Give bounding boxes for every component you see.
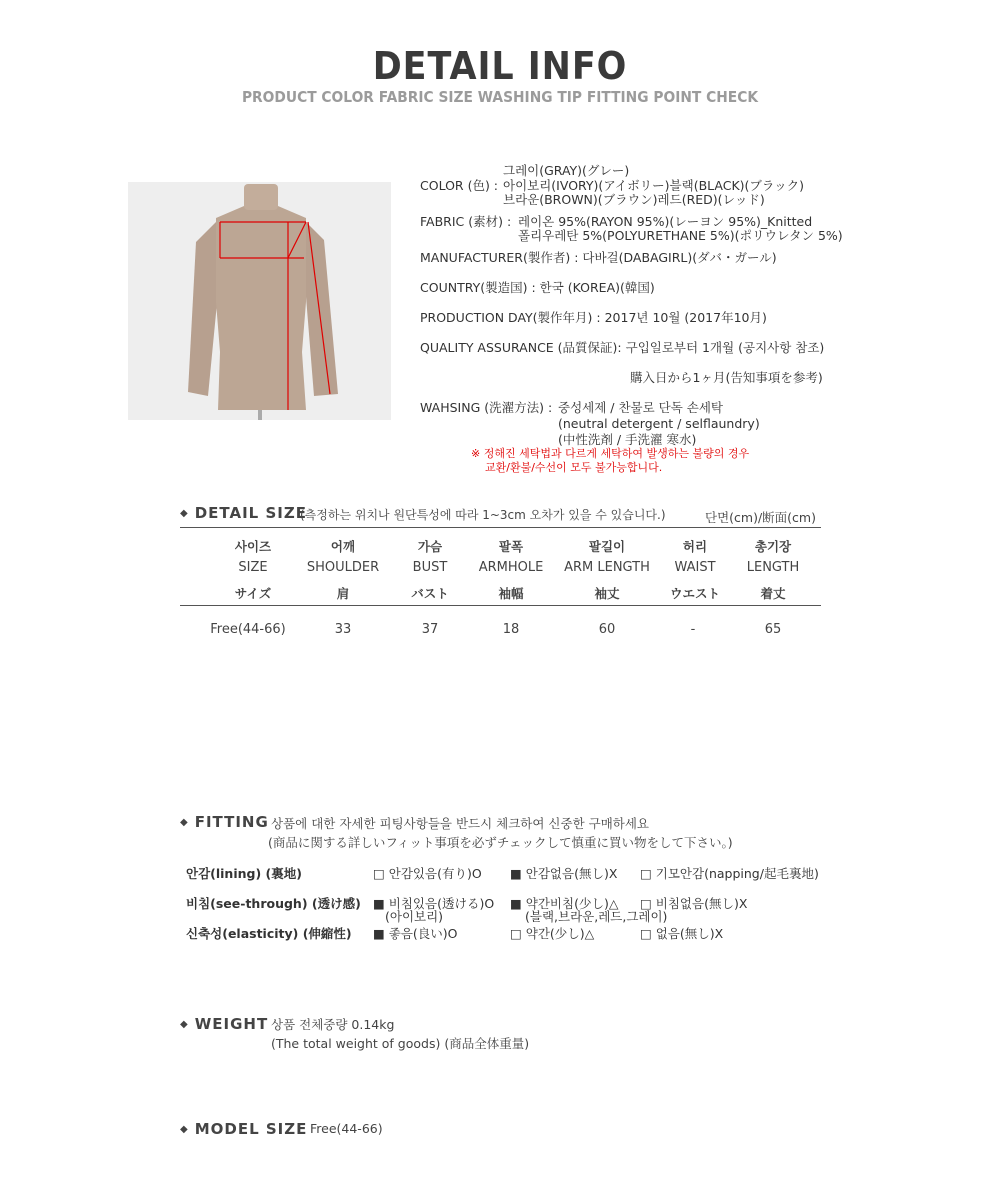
fitting-elasticity-opt2: □ 약간(少し)△ <box>510 926 595 941</box>
product-image <box>128 182 391 420</box>
weight-heading-text: WEIGHT <box>194 1015 269 1033</box>
table-mid-rule <box>180 605 821 606</box>
right-sleeve <box>304 222 338 396</box>
header-kr-length: 총기장 <box>754 539 792 554</box>
washing-line-2: (neutral detergent / selflaundry) <box>558 416 760 431</box>
fitting-elasticity-opt1: ■ 좋음(良い)O <box>373 926 458 941</box>
quality-assurance-jp: 購入日から1ヶ月(告知事項を参考) <box>630 370 823 385</box>
row-arm-length: 60 <box>598 622 616 637</box>
garment-illustration <box>128 182 391 420</box>
production-day: PRODUCTION DAY(製作年月) : 2017년 10월 (2017年10月) <box>420 310 767 325</box>
table-top-rule <box>180 527 821 528</box>
header-kr-armhole: 팔폭 <box>498 539 524 554</box>
color-line-3: 브라운(BROWN)(ブラウン)레드(RED)(レッド) <box>503 192 765 207</box>
color-line-1: 그레이(GRAY)(グレー) <box>503 163 630 178</box>
header-en-bust: BUST <box>412 560 448 575</box>
header-jp-bust: バスト <box>411 586 449 601</box>
fitting-label-lining: 안감(lining) (裏地) <box>186 866 302 881</box>
detail-size-heading <box>180 504 307 522</box>
model-size-heading <box>180 1120 307 1138</box>
page-subtitle: PRODUCT COLOR FABRIC SIZE WASHING TIP FITTING POINT CHECK <box>241 88 759 106</box>
header-en-shoulder: SHOULDER <box>306 560 380 575</box>
quality-assurance: QUALITY ASSURANCE (品質保証): 구입일로부터 1개월 (공지사항 참조) <box>420 340 825 355</box>
fabric-line-1: 레이온 95%(RAYON 95%)(レーヨン 95%)_Knitted <box>518 214 813 229</box>
diamond-icon: ◆ <box>180 1019 189 1030</box>
turtleneck <box>244 184 278 210</box>
model-size-value: Free(44-66) <box>310 1121 383 1136</box>
diamond-icon: ◆ <box>180 817 189 828</box>
fitting-label-see-through: 비침(see-through) (透け感) <box>186 896 361 911</box>
detail-size-heading-text: DETAIL SIZE <box>194 504 307 522</box>
row-shoulder: 33 <box>334 622 352 637</box>
header-kr-bust: 가슴 <box>417 539 443 554</box>
row-bust: 37 <box>421 622 439 637</box>
header-jp-shoulder: 肩 <box>336 586 350 601</box>
fitting-see-through-opt1: ■ 비침있음(透ける)O <box>373 896 495 911</box>
header-jp-arm-length: 袖丈 <box>594 586 620 601</box>
washing-notice-1: ※ 정해진 세탁법과 다르게 세탁하여 발생하는 불량의 경우 <box>471 447 750 460</box>
detail-size-note: (측정하는 위치나 원단특성에 따라 1~3cm 오차가 있을 수 있습니다.) <box>300 508 666 522</box>
header-en-arm-length: ARM LENGTH <box>564 560 650 575</box>
fitting-see-through-opt3: □ 비침없음(無し)X <box>640 896 748 911</box>
fitting-elasticity-opt3: □ 없음(無し)X <box>640 926 724 941</box>
weight-line-2: (The total weight of goods) (商品全体重量) <box>271 1036 530 1051</box>
row-waist: - <box>690 622 696 637</box>
header-en-size: SIZE <box>238 560 268 575</box>
header-kr-waist: 허리 <box>682 539 708 554</box>
fabric-label: FABRIC (素材) : <box>420 214 512 229</box>
manufacturer: MANUFACTURER(製作者) : 다바걸(DABAGIRL)(ダバ・ガール) <box>420 250 777 265</box>
country: COUNTRY(製造国) : 한국 (KOREA)(韓国) <box>420 280 655 295</box>
fitting-see-through-sub2: (블랙,브라운,레드,그레이) <box>525 909 668 924</box>
washing-line-1: 중성세제 / 찬물로 단독 손세탁 <box>558 400 724 415</box>
fitting-lining-opt3: □ 기모안감(napping/起毛裏地) <box>640 866 819 881</box>
row-armhole: 18 <box>502 622 520 637</box>
header-jp-length: 着丈 <box>760 586 786 601</box>
fitting-desc-1: 상품에 대한 자세한 피팅사항들을 반드시 체크하여 신중한 구매하세요 <box>271 816 649 831</box>
row-size: Free(44-66) <box>210 622 286 637</box>
color-label: COLOR (色) : <box>420 178 499 193</box>
header-en-length: LENGTH <box>746 560 800 575</box>
fitting-lining-opt2: ■ 안감없음(無し)X <box>510 866 618 881</box>
color-line-2: 아이보리(IVORY)(アイボリー)블랙(BLACK)(ブラック) <box>503 178 805 193</box>
header-jp-size: サイズ <box>234 586 272 601</box>
fitting-label-elasticity: 신축성(elasticity) (伸縮性) <box>186 926 352 941</box>
detail-size-unit: 단면(cm)/断面(cm) <box>705 510 816 525</box>
header-jp-armhole: 袖幅 <box>498 586 524 601</box>
header-kr-size: 사이즈 <box>234 539 272 554</box>
stand <box>258 410 262 420</box>
washing-line-3: (中性洗剤 / 手洗濯 寒水) <box>558 432 697 447</box>
washing-label: WAHSING (洗濯方法) : <box>420 400 553 415</box>
fitting-see-through-sub1: (아이보리) <box>385 909 444 924</box>
header-kr-arm-length: 팔길이 <box>588 539 626 554</box>
fabric-line-2: 폴리우레탄 5%(POLYURETHANE 5%)(ポリウレタン 5%) <box>518 228 843 243</box>
page-title: DETAIL INFO <box>372 44 628 88</box>
washing-notice-2: 교환/환불/수선이 모두 불가능합니다. <box>485 461 663 474</box>
header-en-armhole: ARMHOLE <box>478 560 544 575</box>
header-jp-waist: ウエスト <box>669 586 720 601</box>
fitting-heading-text: FITTING <box>194 813 269 831</box>
weight-line-1: 상품 전체중량 0.14kg <box>271 1017 395 1032</box>
row-length: 65 <box>764 622 782 637</box>
fitting-lining-opt1: □ 안감있음(有り)O <box>373 866 482 881</box>
fitting-heading <box>180 813 269 831</box>
fitting-see-through-opt2: ■ 약간비침(少し)△ <box>510 896 619 911</box>
header-en-waist: WAIST <box>674 560 716 575</box>
model-size-heading-text: MODEL SIZE <box>194 1120 308 1138</box>
weight-heading <box>180 1015 268 1033</box>
dress-body <box>216 186 306 410</box>
left-sleeve <box>188 222 220 396</box>
header-kr-shoulder: 어깨 <box>330 539 356 554</box>
diamond-icon: ◆ <box>180 1124 189 1135</box>
diamond-icon: ◆ <box>180 508 189 519</box>
fitting-desc-2: (商品に関する詳しいフィット事項を必ずチェックして慎重に買い物をして下さい。) <box>268 835 733 850</box>
